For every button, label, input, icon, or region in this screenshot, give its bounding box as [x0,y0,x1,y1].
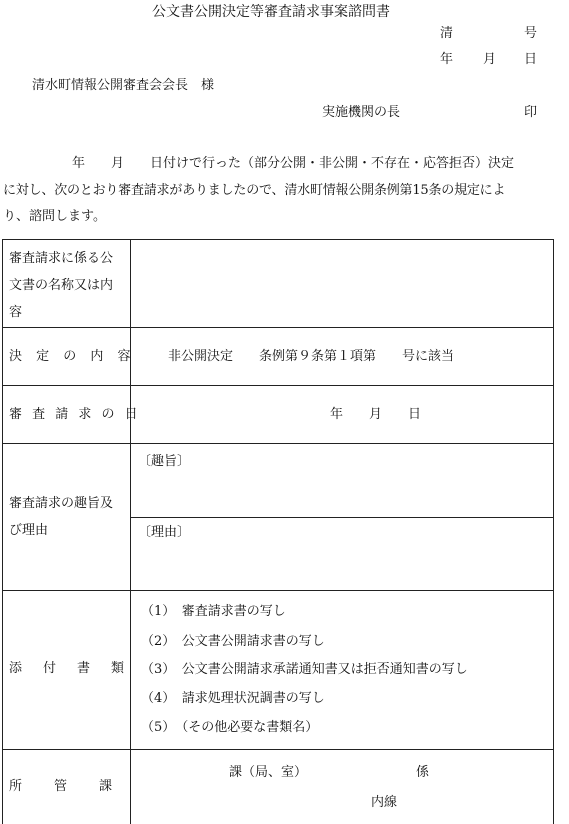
row-divider [2,385,554,386]
section-name: 係 [416,765,430,780]
body-line-1: 年 月 日付けで行った（部分公開・非公開・不存在・応答拒否）決定 [72,156,515,171]
table-border-top [2,239,554,240]
row-divider [2,443,554,444]
label-document-name-line2: 文書の名称又は内 [9,278,114,293]
label-document-name-line3: 容 [9,305,23,320]
sender-title: 実施機関の長 [322,105,401,120]
label-attachments: 添 付 書 類 [9,661,129,676]
row-divider [2,590,554,591]
reason-label: 〔理由〕 [138,525,191,540]
body-line-3: り、諮問します。 [3,209,106,224]
attachment-item: （5） （その他必要な書類名） [141,720,319,735]
gist-label: 〔趣旨〕 [138,454,191,469]
number-prefix: 清 [440,26,454,41]
attachment-item: （3） 公文書公開請求承諾通知書又は拒否通知書の写し [141,662,468,677]
row-divider [2,327,554,328]
label-responsible-department: 所 管 課 [9,779,115,794]
date-day: 日 [524,52,538,67]
value-request-date: 年 月 日 [330,407,422,422]
attachment-item: （1） 審査請求書の写し [141,604,286,619]
label-document-name-line1: 審査請求に係る公 [9,251,114,266]
label-decision-content: 決 定 の 内 容 [9,349,136,364]
date-month: 月 [483,52,497,67]
number-suffix: 号 [524,26,538,41]
department-name: 課（局、室） [229,765,308,780]
attachment-item: （4） 請求処理状況調書の写し [141,691,325,706]
addressee: 清水町情報公開審査会会長 様 [32,78,215,93]
label-gist-and-reason-line2: び理由 [9,523,49,538]
attachment-item: （2） 公文書公開請求書の写し [141,634,325,649]
seal-mark: 印 [524,105,538,120]
date-year: 年 [440,52,454,67]
label-request-date: 審 査 請 求 の 日 [9,407,141,422]
document-title: 公文書公開決定等審査請求事案諮問書 [152,4,390,20]
label-gist-and-reason-line1: 審査請求の趣旨及 [9,496,114,511]
value-decision-content: 非公開決定 条例第９条第１項第 号に該当 [168,349,455,364]
row-divider [2,749,554,750]
extension-number: 内線 [371,795,398,810]
body-line-2: に対し、次のとおり審査請求がありましたので、清水町情報公開条例第15条の規定によ [3,183,506,198]
row-subdivider [130,517,554,518]
